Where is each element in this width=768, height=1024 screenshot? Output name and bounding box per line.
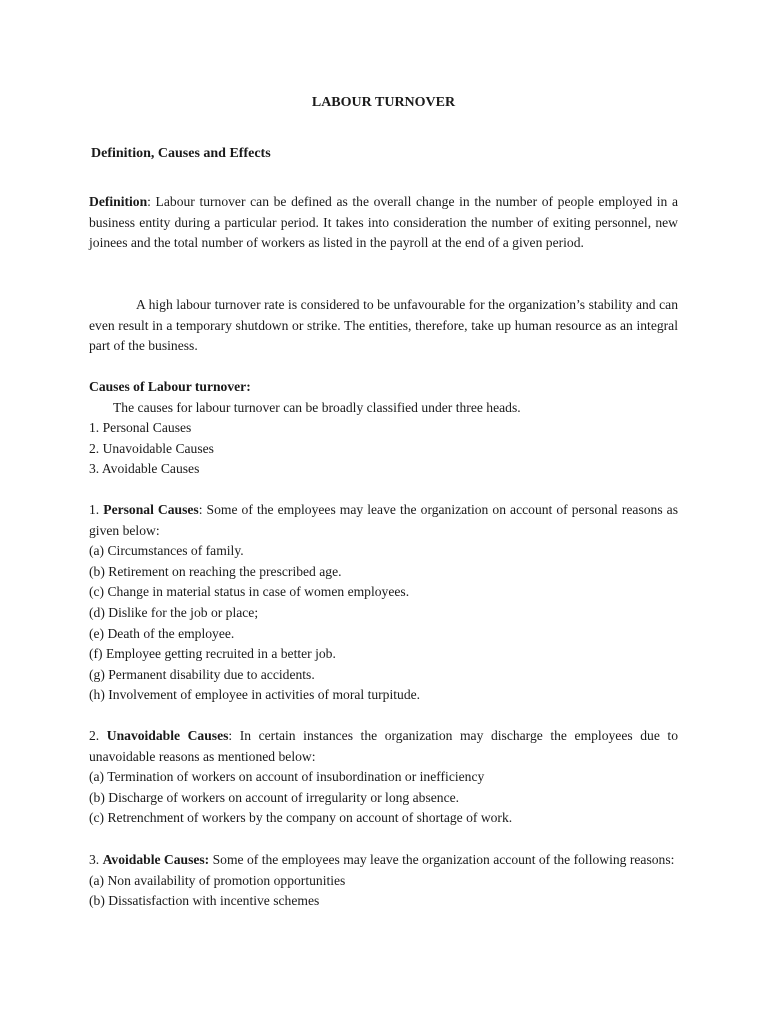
unavoidable-causes-label: Unavoidable Causes (106, 728, 229, 743)
personal-causes-text: : Some of the employees may leave the organization on account of personal reasons as given below: (89, 502, 679, 538)
unavoidable-cause-item: (a) Termination of workers on account of insubordination or inefficiency (89, 769, 485, 785)
causes-intro: The causes for labour turnover can be broadly classified under three heads. (113, 399, 521, 415)
causes-list-item: 3. Avoidable Causes (89, 461, 200, 477)
personal-cause-item: (f) Employee getting recruited in a better job. (89, 646, 336, 662)
personal-causes-intro (89, 500, 678, 541)
unavoidable-cause-item: (b) Discharge of workers on account of irregularity or long absence. (89, 789, 460, 805)
personal-cause-item: (b) Retirement on reaching the prescribed age. (89, 563, 342, 579)
personal-cause-item: (d) Dislike for the job or place; (89, 604, 259, 620)
unavoidable-causes-section (89, 726, 678, 829)
causes-list-item: 1. Personal Causes (89, 420, 192, 436)
avoidable-causes-text: Some of the employees may leave the organization account of the following reasons: (209, 852, 675, 867)
unavoidable-causes-text: : In certain instances the organization may discharge the employees due to unavoidable reasons as mentioned below: (89, 728, 678, 764)
document-subtitle: Definition, Causes and Effects (91, 146, 271, 161)
personal-cause-item: (a) Circumstances of family. (89, 543, 244, 559)
avoidable-causes-number: 3. (89, 852, 103, 867)
definition-label: Definition (89, 194, 148, 209)
unavoidable-causes-intro (89, 726, 678, 767)
avoidable-causes-section (89, 850, 678, 912)
personal-cause-item: (g) Permanent disability due to accidents. (89, 666, 315, 682)
avoidable-causes-intro (89, 850, 678, 871)
avoidable-causes-label: Avoidable Causes: (102, 852, 210, 867)
personal-causes-section (89, 500, 678, 706)
definition-text: : Labour turnover can be defined as the overall change in the number of people employed in a business entity during a particular period. It takes into consideration the number of exiting personnel, new joinees and the total number of workers as listed in the payroll at the end of a given period. (89, 194, 678, 251)
causes-list-item: 2. Unavoidable Causes (89, 440, 214, 456)
personal-causes-label: Personal Causes (103, 502, 199, 517)
personal-causes-number: 1. (89, 502, 104, 517)
avoidable-cause-item: (a) Non availability of promotion opportunities (89, 872, 346, 888)
personal-cause-item: (h) Involvement of employee in activities of moral turpitude. (89, 687, 421, 703)
causes-heading: Causes of Labour turnover: (89, 379, 251, 394)
unavoidable-causes-number: 2. (89, 728, 107, 743)
personal-cause-item: (e) Death of the employee. (89, 625, 235, 641)
document-title: LABOUR TURNOVER (311, 95, 456, 110)
stability-paragraph (89, 295, 678, 357)
unavoidable-cause-item: (c) Retrenchment of workers by the company on account of shortage of work. (89, 810, 513, 826)
stability-text: A high labour turnover rate is considered to be unfavourable for the organization’s stability and can even result in a temporary shutdown or strike. The entities, therefore, take up human resource as an integral part of the business. (89, 297, 678, 354)
definition-paragraph (89, 192, 678, 254)
personal-cause-item: (c) Change in material status in case of women employees. (89, 584, 410, 600)
causes-section (89, 377, 678, 480)
avoidable-cause-item: (b) Dissatisfaction with incentive schemes (89, 893, 320, 909)
